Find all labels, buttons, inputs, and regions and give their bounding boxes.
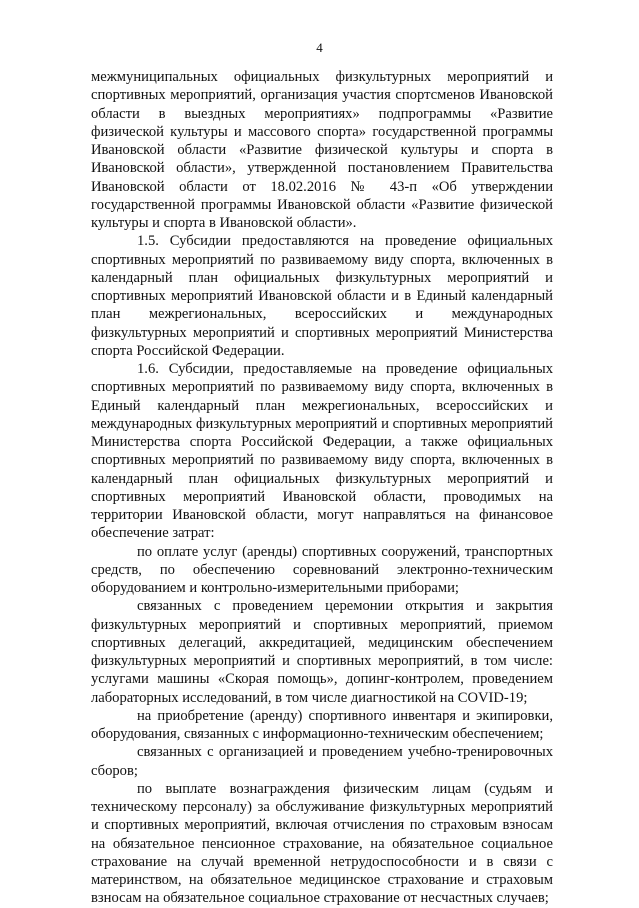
page-number: 4 [316,40,323,55]
list-item-equipment: на приобретение (аренду) спортивного инвентаря и экипировки, оборудования, связанных с информационно-техническим обеспечением; [91,707,553,742]
paragraph-continuation: межмуниципальных официальных физкультурных мероприятий и спортивных мероприятий, организация участия спортсменов Ивановской области в выездных мероприятиях» подпрограммы «Развитие физической культуры и массового спорта» государственной программы Ивановской области «Развитие физической культуры и спорта в Ивановской области», утвержденной постановлением Правительства Ивановской области от 18.02.2016 № 43-п «Об утверждении государственной программы Ивановской области «Развитие физической культуры и спорта в Ивановской области». [91,69,553,231]
list-item-ceremony: связанных с проведением церемонии открытия и закрытия физкультурных мероприятий и спортивных мероприятий, приемом спортивных делегаций, аккредитацией, медицинским обеспечением физкультурных мероприятий и спортивных мероприятий, в том числе: услугами машины «Скорая помощь», допинг-контролем, проведением лабораторных исследований, в том числе диагностикой на COVID-19; [91,598,553,706]
paragraph-1-5: 1.5. Субсидии предоставляются на проведение официальных спортивных мероприятий по развиваемому виду спорта, включенных в календарный план официальных физкультурных мероприятий и спортивных мероприятий Ивановской области и в Единый календарный план межрегиональных, всероссийских и международных физкультурных мероприятий и спортивных мероприятий Министерства спорта Российской Федерации. [91,233,553,359]
list-item-rent: по оплате услуг (аренды) спортивных сооружений, транспортных средств, по обеспечению соревнований электронно-техническим оборудованием и контрольно-измерительными приборами; [91,543,553,596]
list-item-training-camps: связанных с организацией и проведением учебно-тренировочных сборов; [91,744,553,779]
list-item-remuneration: по выплате вознаграждения физическим лицам (судьям и техническому персоналу) за обслуживание физкультурных мероприятий и спортивных мероприятий, включая отчисления по страховым взносам на обязательное пенсионное страхование, на обязательное социальное страхование на случай временной нетрудоспособности и в связи с материнством, на обязательное медицинское страхование и страховым взносам на обязательное социальное страхование от несчастных случаев; [91,780,553,907]
document-body [91,68,553,908]
paragraph-1-6: 1.6. Субсидии, предоставляемые на проведение официальных спортивных мероприятий по развиваемому виду спорта, включенных в Единый календарный план межрегиональных, всероссийских и международных физкультурных мероприятий и спортивных мероприятий Министерства спорта Российской Федерации, а также официальных спортивных мероприятий по развиваемому виду спорта, включенных в календарный план официальных физкультурных мероприятий и спортивных мероприятий Ивановской области, проводимых на территории Ивановской области, могут направляться на финансовое обеспечение затрат: [91,361,553,542]
